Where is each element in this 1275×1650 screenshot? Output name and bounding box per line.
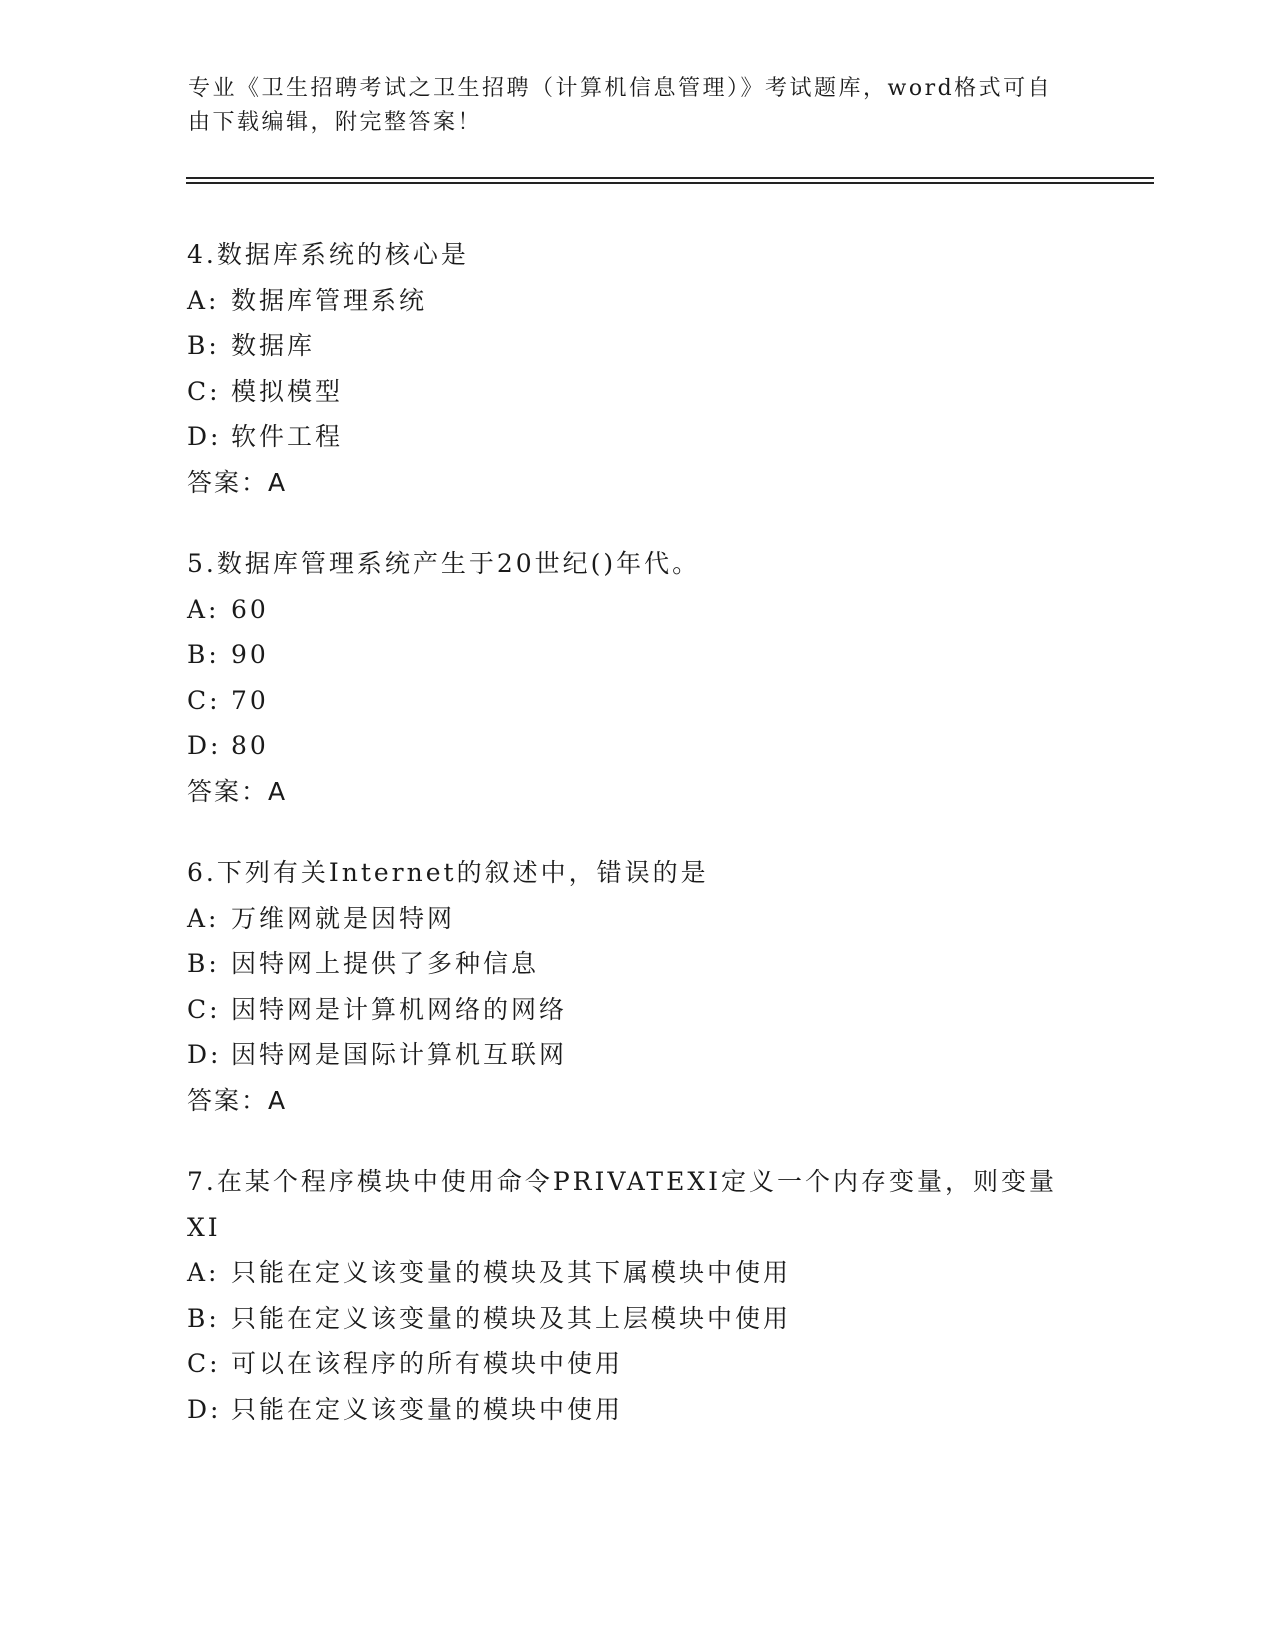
answer-value: A (268, 776, 288, 806)
answer-value: A (268, 467, 288, 497)
option-d (187, 414, 1087, 460)
option-letter: C: (187, 685, 221, 715)
option-text: 因特网是国际计算机互联网 (231, 1040, 568, 1069)
option-text: 数据库管理系统 (231, 285, 428, 315)
option-text: 60 (231, 594, 269, 624)
option-a (187, 896, 1087, 942)
question-7 (187, 1159, 1087, 1432)
question-6 (187, 850, 1087, 1123)
answer-line (187, 1078, 1087, 1124)
option-a (187, 278, 1087, 324)
option-a (187, 587, 1087, 633)
option-letter: B: (187, 331, 220, 360)
option-text: 因特网上提供了多种信息 (231, 949, 540, 978)
option-a (187, 1250, 1087, 1296)
document-intro: 专业《卫生招聘考试之卫生招聘（计算机信息管理）》考试题库，word格式可自由下载编辑，附完整答案！ (188, 76, 1053, 135)
header-rule-bottom (186, 182, 1154, 184)
option-text: 可以在该程序的所有模块中使用 (231, 1349, 624, 1378)
option-text: 只能在定义该变量的模块及其上层模块中使用 (231, 1303, 792, 1333)
option-text: 80 (231, 731, 269, 760)
option-b (187, 941, 1087, 987)
option-text: 只能在定义该变量的模块中使用 (231, 1394, 624, 1424)
option-text: 70 (231, 685, 269, 715)
option-letter: C: (187, 994, 221, 1024)
option-text: 模拟模型 (231, 376, 344, 406)
option-b (187, 1296, 1087, 1342)
option-letter: D: (187, 1394, 222, 1424)
header-rule-top (186, 177, 1154, 179)
option-text: 软件工程 (231, 422, 344, 451)
option-letter: D: (187, 422, 222, 451)
option-text: 数据库 (231, 331, 316, 360)
option-letter: A: (187, 285, 220, 315)
option-text: 只能在定义该变量的模块及其下属模块中使用 (231, 1258, 792, 1287)
option-c (187, 1341, 1087, 1387)
answer-value: A (268, 1085, 288, 1115)
question-stem: 4.数据库系统的核心是 (187, 240, 469, 269)
option-letter: C: (187, 376, 221, 406)
option-letter: C: (187, 1349, 221, 1378)
answer-label: 答案： (187, 1085, 269, 1115)
question-5 (187, 541, 1087, 814)
question-4 (187, 232, 1087, 505)
option-d (187, 723, 1087, 769)
option-letter: A: (187, 903, 220, 933)
option-text: 90 (231, 640, 269, 669)
option-b (187, 323, 1087, 369)
option-text: 因特网是计算机网络的网络 (231, 994, 568, 1024)
option-letter: B: (187, 949, 220, 978)
option-letter: A: (187, 1258, 220, 1287)
option-text: 万维网就是因特网 (231, 903, 456, 933)
answer-line (187, 460, 1087, 506)
option-c (187, 369, 1087, 415)
option-b (187, 632, 1087, 678)
question-stem: 5.数据库管理系统产生于20世纪()年代。 (187, 549, 701, 578)
option-c (187, 678, 1087, 724)
option-letter: D: (187, 1040, 222, 1069)
option-letter: B: (187, 640, 220, 669)
option-d (187, 1032, 1087, 1078)
option-letter: D: (187, 731, 222, 760)
option-d (187, 1387, 1087, 1433)
answer-label: 答案： (187, 776, 269, 806)
question-stem: 6.下列有关Internet的叙述中，错误的是 (187, 858, 709, 887)
question-list (187, 232, 1087, 1468)
answer-label: 答案： (187, 467, 269, 497)
option-letter: A: (187, 594, 220, 624)
option-c (187, 987, 1087, 1033)
answer-line (187, 769, 1087, 815)
option-letter: B: (187, 1303, 220, 1333)
question-stem: 7.在某个程序模块中使用命令PRIVATEXI定义一个内存变量，则变量XI (187, 1167, 1058, 1242)
